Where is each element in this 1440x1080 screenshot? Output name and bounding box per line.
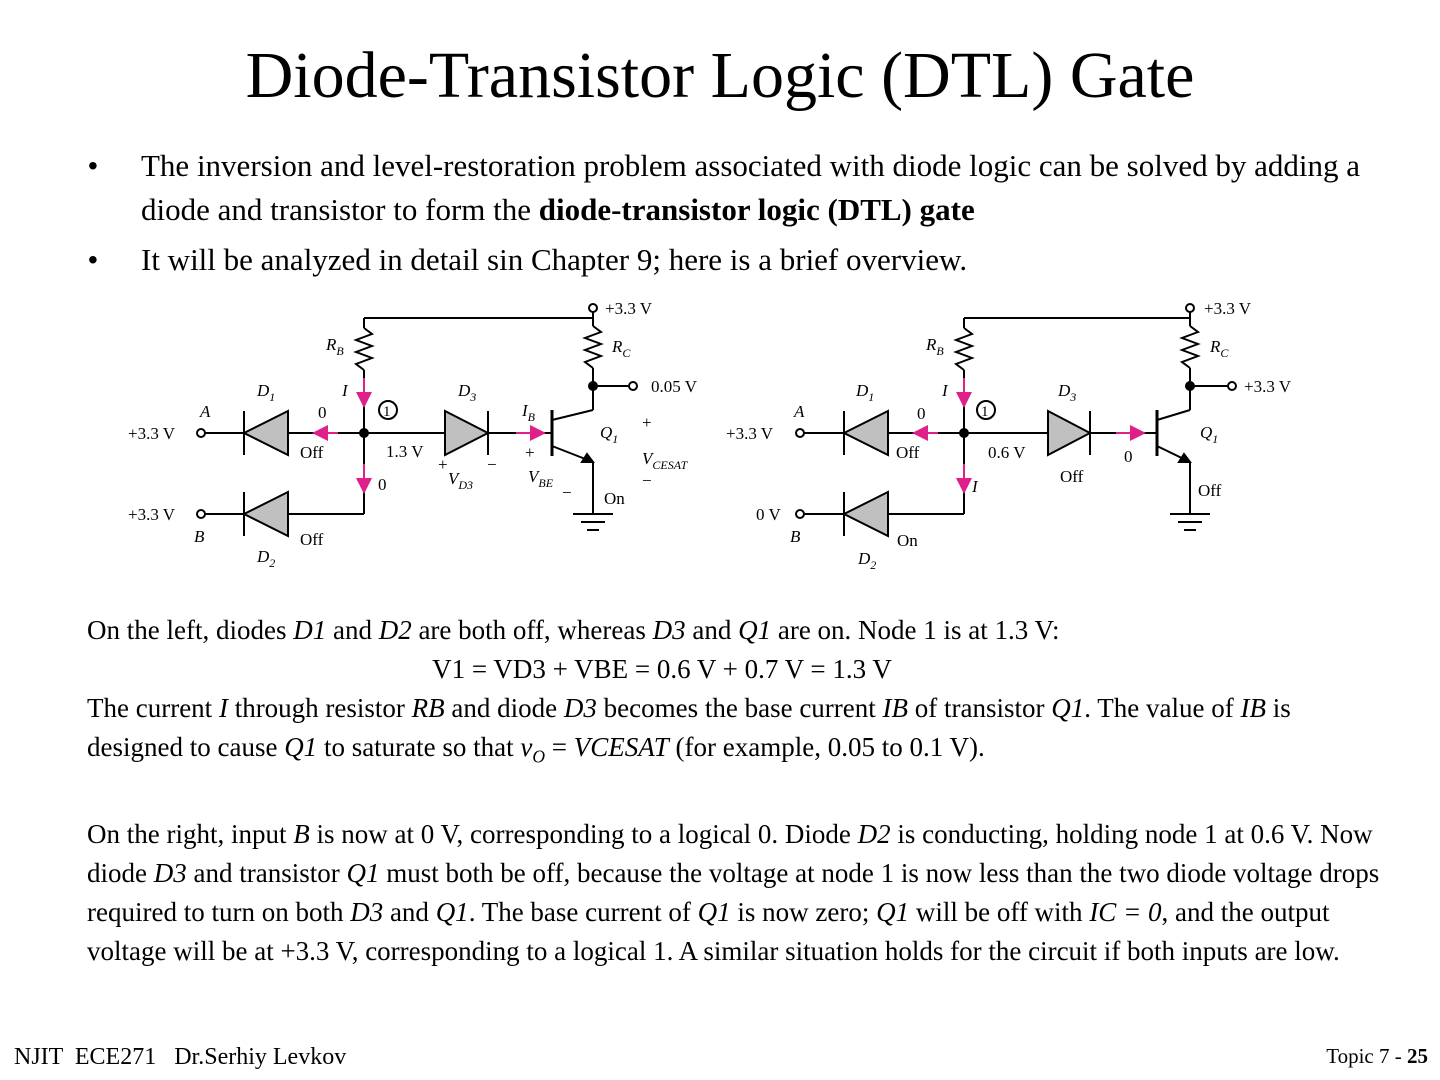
rc-label: $R_C$ bbox=[1210, 337, 1229, 360]
text-run: and bbox=[685, 615, 739, 645]
text-run: of transistor bbox=[908, 693, 1052, 723]
paragraph-base-current bbox=[87, 689, 1387, 776]
rb-label: $R_B$ bbox=[326, 335, 344, 358]
ib-label: $I_B$ bbox=[522, 401, 536, 424]
input-a-label: A bbox=[200, 402, 211, 421]
text-run: D3 bbox=[652, 615, 686, 645]
text-run: D3 bbox=[153, 858, 187, 889]
d1-label: $D_1$ bbox=[257, 381, 276, 404]
text-run: and bbox=[383, 897, 436, 928]
node-voltage-label: 1.3 V bbox=[386, 442, 424, 461]
vcesat-label: $V_{CESAT}$ bbox=[642, 449, 688, 472]
text-run: D1 bbox=[293, 615, 327, 645]
input-b-voltage: 0 V bbox=[756, 505, 781, 524]
rb-label: $R_B$ bbox=[926, 335, 944, 358]
vd3-plus: + bbox=[438, 455, 448, 474]
text-run: D3 bbox=[563, 693, 597, 723]
text-run: v bbox=[520, 732, 533, 762]
vcesat-minus: − bbox=[642, 471, 652, 490]
text-run: IB bbox=[1240, 693, 1266, 723]
text-run: D3 bbox=[350, 897, 384, 928]
input-a-voltage: +3.3 V bbox=[726, 424, 774, 443]
text-run: . The base current of bbox=[468, 897, 698, 928]
text-run: Q1 bbox=[876, 897, 910, 928]
text-run: is now at 0 V, corresponding to a logical 0. Diode bbox=[309, 819, 858, 850]
text-run: and transistor bbox=[186, 858, 347, 889]
d2-state-label: On bbox=[897, 531, 918, 550]
text-run: Q1 bbox=[435, 897, 469, 928]
current-i-label: I bbox=[942, 381, 948, 400]
text-run: and diode bbox=[444, 693, 564, 723]
bullet-text: It will be analyzed in detail sin Chapter 9; here is a brief overview. bbox=[141, 242, 968, 277]
node-1-label: 1 bbox=[383, 404, 391, 420]
input-b-label: B bbox=[194, 527, 205, 546]
explanation-text bbox=[87, 611, 1387, 971]
text-run: VCESAT bbox=[573, 732, 669, 762]
bullet-item bbox=[88, 238, 1398, 282]
d3-state-label: Off bbox=[1060, 467, 1084, 486]
footer-page-number: Topic 7 - 25 bbox=[1326, 1044, 1428, 1068]
text-run: Q1 bbox=[284, 732, 318, 762]
bullet-text: The inversion and level-restoration problem associated with diode logic can be solved by adding a diode and transistor to form the bbox=[141, 148, 1360, 227]
text-run: The current bbox=[87, 693, 219, 723]
input-b-label: B bbox=[790, 527, 801, 546]
d2-label: $D_2$ bbox=[257, 547, 276, 570]
text-run: O bbox=[532, 746, 546, 767]
text-run: D2 bbox=[857, 819, 891, 850]
text-run: will be off with bbox=[909, 897, 1090, 928]
text-run: are both off, whereas bbox=[411, 615, 653, 645]
text-run: I bbox=[218, 693, 228, 723]
slide-title: Diode-Transistor Logic (DTL) Gate bbox=[245, 39, 1195, 112]
text-run: , and the output voltage will be at +3.3 V, corresponding to a logical 1. A similar situation holds for the circuit if both inputs are low. bbox=[87, 897, 1340, 967]
vbe-plus: + bbox=[525, 443, 535, 462]
d2-state-label: Off bbox=[300, 530, 324, 549]
q1-state-label: Off bbox=[1198, 481, 1222, 500]
vd3-minus: − bbox=[487, 455, 497, 474]
supply-label: +3.3 V bbox=[605, 299, 653, 318]
circuit-diagram bbox=[120, 292, 1330, 584]
d1-state-label: Off bbox=[896, 443, 920, 462]
circuit-figures bbox=[120, 292, 1330, 584]
q1-label: $Q_1$ bbox=[600, 423, 619, 446]
output-voltage-label: +3.3 V bbox=[1244, 377, 1292, 396]
output-voltage-label: 0.05 V bbox=[651, 377, 697, 396]
text-run: IC = 0 bbox=[1089, 897, 1162, 928]
text-run: = bbox=[545, 732, 574, 762]
d1-state-label: Off bbox=[300, 443, 324, 462]
text-run: is designed to cause bbox=[87, 693, 1291, 762]
paragraph-right-circuit bbox=[87, 815, 1387, 971]
text-run: Q1 bbox=[346, 858, 380, 889]
current-i-label: I bbox=[342, 381, 348, 400]
text-run: Q1 bbox=[697, 897, 731, 928]
node-1-label: 1 bbox=[981, 404, 989, 420]
text-run: RB bbox=[411, 693, 445, 723]
paragraph-left-circuit bbox=[87, 611, 1387, 650]
supply-label: +3.3 V bbox=[1204, 299, 1252, 318]
text-run: through resistor bbox=[227, 693, 412, 723]
input-a-label: A bbox=[794, 402, 805, 421]
node-voltage-label: 0.6 V bbox=[988, 443, 1026, 462]
d3-label: $D_3$ bbox=[458, 381, 477, 404]
text-run: must both be off, because the voltage at node 1 is now less than the two diode voltage drops required to turn on both bbox=[87, 858, 1380, 928]
text-run: B bbox=[293, 819, 310, 850]
d1-current-label: 0 bbox=[318, 403, 327, 422]
text-run: and bbox=[326, 615, 379, 645]
text-run: On the right, input bbox=[87, 819, 294, 850]
current-i2-label: I bbox=[972, 477, 978, 496]
footer-course-info: NJIT ECE271 Dr.Serhiy Levkov bbox=[14, 1044, 347, 1070]
text-run: are on. Node 1 is at 1.3 V: bbox=[771, 615, 1060, 645]
text-run: is now zero; bbox=[730, 897, 877, 928]
base-current-label: 0 bbox=[1124, 447, 1133, 466]
vbe-minus: − bbox=[562, 483, 572, 502]
bullet-dot-icon: • bbox=[88, 150, 98, 181]
d1-label: $D_1$ bbox=[856, 381, 875, 404]
text-run: is conducting, holding node 1 at 0.6 V. Now diode bbox=[87, 819, 1373, 889]
vd3-label: $V_{D3}$ bbox=[448, 469, 474, 492]
text-run: IB bbox=[882, 693, 909, 723]
text-run: D2 bbox=[378, 615, 412, 645]
rc-label: $R_C$ bbox=[612, 337, 631, 360]
equation: V1 = VD3 + VBE = 0.6 V + 0.7 V = 1.3 V bbox=[432, 654, 892, 684]
text-run: (for example, 0.05 to 0.1 V). bbox=[668, 732, 985, 762]
text-run: Q1 bbox=[1051, 693, 1085, 723]
text-run: . The value of bbox=[1084, 693, 1241, 723]
bullet-list bbox=[88, 144, 1398, 288]
vcesat-plus: + bbox=[642, 413, 652, 432]
d3-label: $D_3$ bbox=[1058, 381, 1077, 404]
bullet-item bbox=[88, 144, 1398, 232]
d2-label: $D_2$ bbox=[858, 549, 877, 572]
text-run: becomes the base current bbox=[596, 693, 883, 723]
d1-current-label: 0 bbox=[917, 404, 926, 423]
q1-state-label: On bbox=[604, 489, 625, 508]
q1-label: $Q_1$ bbox=[1200, 423, 1219, 446]
circuit-right bbox=[796, 304, 1236, 536]
d2-current-label: 0 bbox=[378, 475, 387, 494]
bullet-dot-icon: • bbox=[88, 244, 98, 275]
input-a-voltage: +3.3 V bbox=[128, 424, 176, 443]
text-run: Q1 bbox=[738, 615, 772, 645]
text-run: to saturate so that bbox=[317, 732, 521, 762]
text-run: On the left, diodes bbox=[87, 615, 294, 645]
bullet-bold-text: diode-transistor logic (DTL) gate bbox=[538, 192, 975, 227]
vbe-label: $V_{BE}$ bbox=[528, 467, 554, 490]
input-b-voltage: +3.3 V bbox=[128, 505, 176, 524]
